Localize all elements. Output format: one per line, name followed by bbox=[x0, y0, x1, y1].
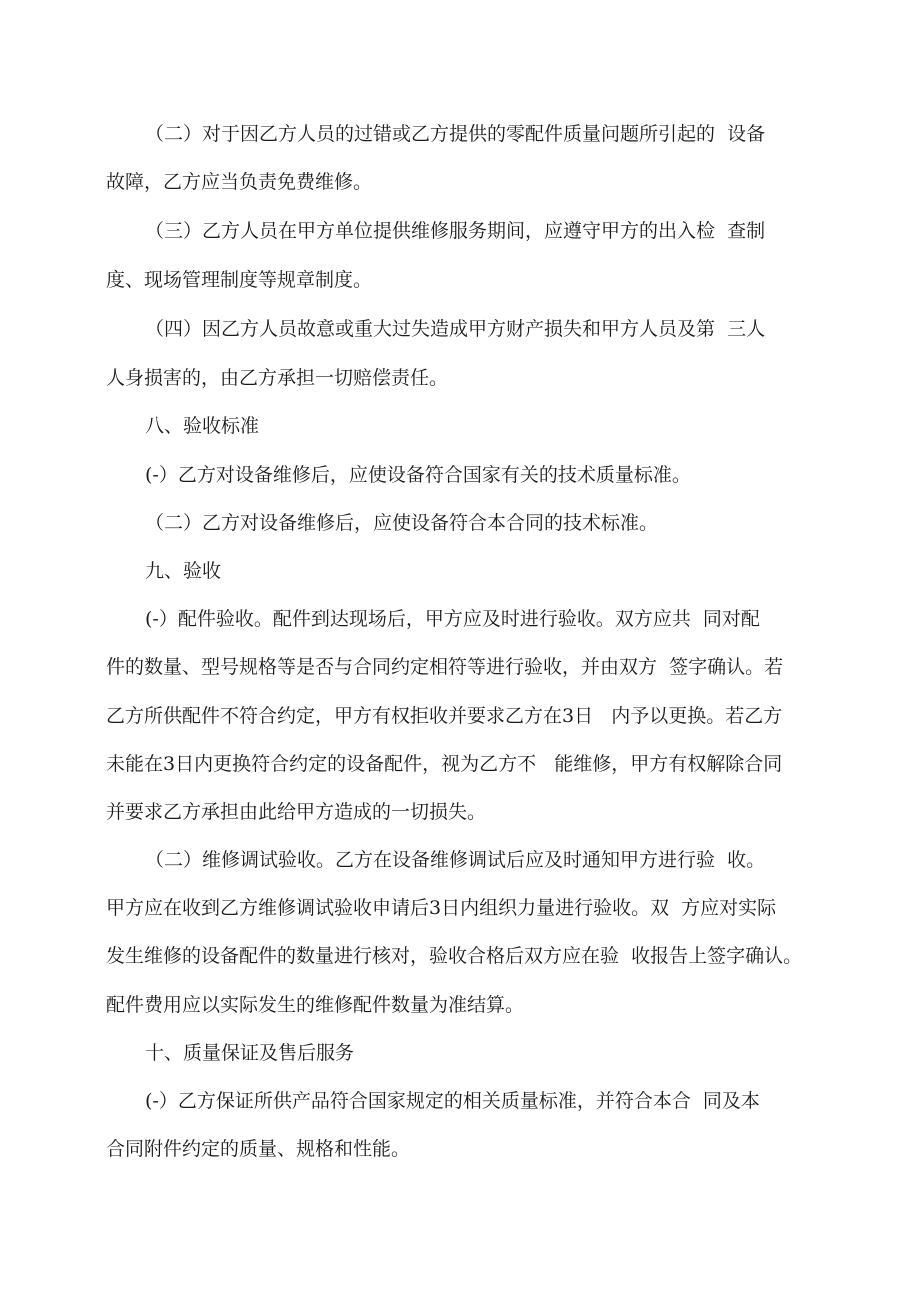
paragraph-3-line-2: 度、现场管理制度等规章制度。 bbox=[106, 269, 373, 291]
section-9-item-1-line-3: 乙方所供配件不符合约定，甲方有权拒收并要求乙方在3日 内予以更换。若乙方 bbox=[106, 705, 783, 727]
paragraph-4-line-1: （四）因乙方人员故意或重大过失造成甲方财产损失和甲方人员及第 三人 bbox=[145, 318, 766, 340]
paragraph-3-line-1: （三）乙方人员在甲方单位提供维修服务期间，应遵守甲方的出入检 查制 bbox=[145, 220, 766, 242]
section-heading-10: 十、质量保证及售后服务 bbox=[145, 1042, 355, 1064]
section-heading-8: 八、验收标准 bbox=[145, 415, 260, 437]
section-9-item-1-line-2: 件的数量、型号规格等是否与合同约定相符等进行验收，并由双方 签字确认。若 bbox=[106, 656, 784, 678]
section-8-item-2: （二）乙方对设备维修后，应使设备符合本合同的技术标准。 bbox=[145, 512, 659, 534]
section-9-item-2-line-4: 配件费用应以实际发生的维修配件数量为准结算。 bbox=[106, 994, 525, 1016]
section-9-item-2-line-3: 发生维修的设备配件的数量进行核对，验收合格后双方应在验 收报告上签字确认。 bbox=[106, 945, 803, 967]
section-9-item-2-line-2: 甲方应在收到乙方维修调试验收申请后3日内组织力量进行验收。双 方应对实际 bbox=[106, 897, 777, 919]
section-9-item-1-line-1: (-）配件验收。配件到达现场后，甲方应及时进行验收。双方应共 同对配 bbox=[145, 608, 760, 630]
paragraph-4-line-2: 人身损害的，由乙方承担一切赔偿责任。 bbox=[106, 367, 449, 389]
section-8-item-1: (-）乙方对设备维修后，应使设备符合国家有关的技术质量标准。 bbox=[145, 464, 691, 486]
section-10-item-1-line-2: 合同附件约定的质量、规格和性能。 bbox=[106, 1138, 411, 1160]
paragraph-2-line-2: 故障，乙方应当负责免费维修。 bbox=[106, 171, 373, 193]
section-9-item-1-line-4: 未能在3日内更换符合约定的设备配件，视为乙方不 能维修，甲方有权解除合同 bbox=[106, 753, 783, 775]
section-9-item-2-line-1: （二）维修调试验收。乙方在设备维修调试后应及时通知甲方进行验 收。 bbox=[145, 849, 766, 871]
section-9-item-1-line-5: 并要求乙方承担由此给甲方造成的一切损失。 bbox=[106, 801, 487, 823]
section-10-item-1-line-1: (-）乙方保证所供产品符合国家规定的相关质量标准，并符合本合 同及本 bbox=[145, 1090, 760, 1112]
section-heading-9: 九、验收 bbox=[145, 560, 222, 582]
paragraph-2-line-1: （二）对于因乙方人员的过错或乙方提供的零配件质量问题所引起的 设备 bbox=[145, 123, 766, 145]
